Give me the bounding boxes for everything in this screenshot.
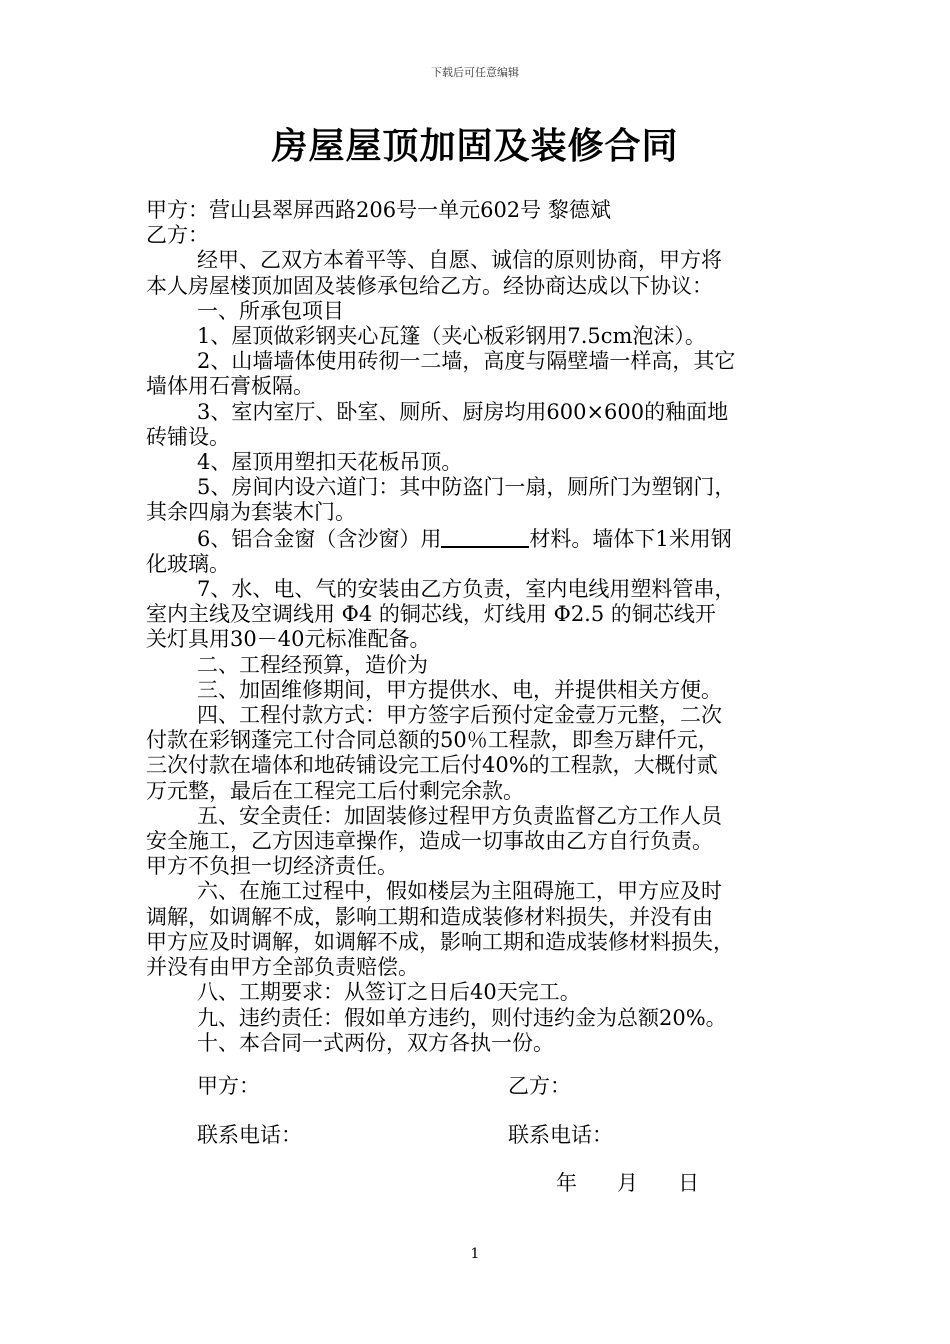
contract-line: 付款在彩钢蓬完工付合同总额的50％工程款，即叁万肆仟元，	[146, 728, 719, 753]
contract-line: 5、房间内设六道门：其中防盗门一扇，厕所门为塑钢门，	[197, 475, 736, 500]
contract-line: 经甲、乙双方本着平等、自愿、诚信的原则协商，甲方将	[197, 248, 722, 273]
contract-line: 万元整，最后在工程完工后付剩完余款。	[146, 778, 524, 803]
contract-line: 二、工程经预算，造价为	[197, 652, 428, 677]
contract-line: 本人房屋楼顶加固及装修承包给乙方。经协商达成以下协议：	[146, 273, 713, 298]
window-clause	[146, 526, 816, 552]
contract-line: 砖铺设。	[146, 424, 230, 449]
contract-line: 三、加固维修期间，甲方提供水、电，并提供相关方便。	[197, 677, 722, 702]
contract-line: 甲方不负担一切经济责任。	[146, 854, 398, 879]
contract-line: 2、山墙墙体使用砖彻一二墙，高度与隔壁墙一样高，其它	[197, 349, 736, 374]
window-clause-after: 材料。墙体下1米用钢	[529, 526, 732, 551]
clauses-part-2	[146, 552, 816, 1056]
contract-body	[146, 198, 816, 1056]
party-b-line: 乙方：	[146, 223, 209, 248]
contract-line: 墙体用石膏板隔。	[146, 374, 314, 399]
contract-line: 调解，如调解不成，影响工期和造成装修材料损失，并没有由	[146, 904, 713, 929]
clauses-part-1	[146, 248, 816, 525]
window-clause-before: 6、铝合金窗（含沙窗）用	[197, 526, 442, 551]
contract-line: 7、水、电、气的安装由乙方负责，室内电线用塑料管串，	[197, 577, 736, 602]
contract-line: 甲方应及时调解，如调解不成，影响工期和造成装修材料损失，	[146, 929, 734, 954]
contract-line: 化玻璃。	[146, 551, 230, 576]
contract-line: 一、所承包项目	[197, 298, 344, 323]
page-number: 1	[470, 1246, 480, 1262]
blank-underline	[441, 526, 529, 548]
contract-line: 关灯具用30－40元标准配备。	[146, 627, 431, 652]
contract-line: 八、工期要求：从签订之日后40天完工。	[197, 980, 581, 1005]
document-title: 房屋屋顶加固及装修合同	[271, 125, 679, 167]
contract-line: 1、屋顶做彩钢夹心瓦篷（夹心板彩钢用7.5cm泡沫）。	[197, 324, 706, 349]
contract-line: 并没有由甲方全部负责赔偿。	[146, 955, 419, 980]
party-a-line: 甲方：营山县翠屏西路206号一单元602号 黎德斌	[146, 198, 611, 222]
phone-party-b: 联系电话：	[508, 1123, 613, 1147]
contract-line: 四、工程付款方式：甲方签字后预付定金壹万元整，二次	[197, 703, 722, 728]
header-note: 下载后可任意编辑	[431, 66, 519, 79]
contract-line: 安全施工，乙方因违章操作，造成一切事故由乙方自行负责。	[146, 829, 713, 854]
signature-date: 年 月 日	[556, 1171, 700, 1195]
contract-line: 室内主线及空调线用 Φ4 的铜芯线，灯线用 Φ2.5 的铜芯线开	[146, 602, 716, 627]
contract-line: 3、室内室厅、卧室、厕所、厨房均用600×600的釉面地	[197, 399, 729, 424]
contract-line: 六、在施工过程中，假如楼层为主阻碍施工，甲方应及时	[197, 879, 722, 904]
signature-party-b: 乙方：	[508, 1074, 571, 1098]
signature-party-a: 甲方：	[197, 1074, 260, 1098]
contract-line: 五、安全责任：加固装修过程甲方负责监督乙方工作人员	[197, 803, 722, 828]
contract-line: 三次付款在墙体和地砖铺设完工后付40%的工程款，大概付贰	[146, 753, 718, 778]
contract-line: 4、屋顶用塑扣天花板吊顶。	[197, 450, 463, 475]
phone-party-a: 联系电话：	[197, 1123, 302, 1147]
contract-line: 其余四扇为套装木门。	[146, 500, 356, 525]
contract-line: 十、本合同一式两份，双方各执一份。	[197, 1030, 554, 1055]
contract-line: 九、违约责任：假如单方违约，则付违约金为总额20%。	[197, 1005, 727, 1030]
